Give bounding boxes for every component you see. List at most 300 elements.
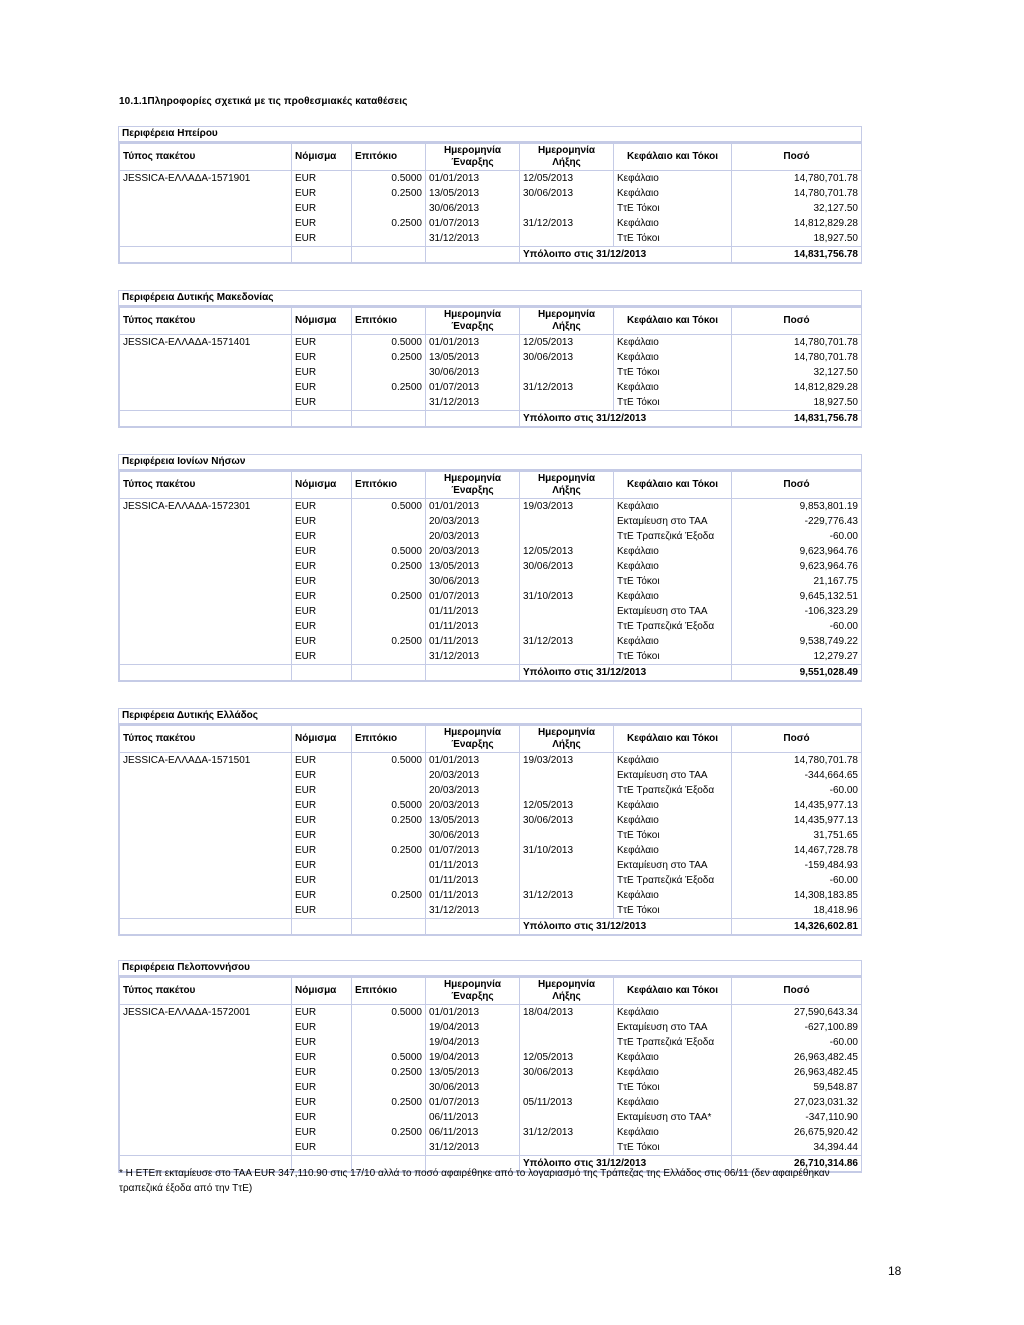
table-row — [120, 888, 862, 903]
package-type-cell: JESSICA-ΕΛΛΑΔΑ-1572001 — [120, 1005, 292, 1021]
table-row — [120, 768, 862, 783]
currency-cell: EUR — [292, 619, 352, 634]
rate-cell: 0.2500 — [352, 1095, 426, 1110]
end-date-cell — [520, 514, 614, 529]
start-date-cell: 01/07/2013 — [426, 1095, 520, 1110]
description-cell: Κεφάλαιο — [614, 843, 732, 858]
blank-cell — [352, 919, 426, 935]
table-row — [120, 574, 862, 589]
description-cell: ΤτΕ Τόκοι — [614, 574, 732, 589]
end-date-cell — [520, 1140, 614, 1156]
end-date-cell — [520, 783, 614, 798]
region-table — [118, 126, 862, 264]
package-type-cell — [120, 216, 292, 231]
header-capital-interest: Κεφάλαιο και Τόκοι — [614, 472, 732, 499]
balance-label: Υπόλοιπο στις 31/12/2013 — [520, 411, 732, 427]
description-cell: ΤτΕ Τραπεζικά Έξοδα — [614, 873, 732, 888]
package-type-cell — [120, 1110, 292, 1125]
amount-cell: -60.00 — [732, 873, 862, 888]
end-date-cell — [520, 1035, 614, 1050]
start-date-cell: 19/04/2013 — [426, 1035, 520, 1050]
start-date-cell: 13/05/2013 — [426, 350, 520, 365]
amount-cell: 27,590,643.34 — [732, 1005, 862, 1021]
description-cell: Κεφάλαιο — [614, 1005, 732, 1021]
end-date-cell: 12/05/2013 — [520, 335, 614, 351]
table-row — [120, 1125, 862, 1140]
start-date-cell: 13/05/2013 — [426, 186, 520, 201]
start-date-cell: 30/06/2013 — [426, 574, 520, 589]
start-date-cell: 30/06/2013 — [426, 365, 520, 380]
description-cell: Κεφάλαιο — [614, 753, 732, 769]
rate-cell — [352, 1035, 426, 1050]
rate-cell: 0.2500 — [352, 813, 426, 828]
description-cell: Κεφάλαιο — [614, 380, 732, 395]
description-cell: Κεφάλαιο — [614, 813, 732, 828]
end-date-cell: 12/05/2013 — [520, 171, 614, 187]
package-type-cell — [120, 798, 292, 813]
package-type-cell — [120, 201, 292, 216]
end-date-cell: 19/03/2013 — [520, 753, 614, 769]
header-package-type: Τύπος πακέτου — [120, 308, 292, 335]
package-type-cell — [120, 544, 292, 559]
rate-cell: 0.2500 — [352, 559, 426, 574]
package-type-cell — [120, 529, 292, 544]
start-date-cell: 01/11/2013 — [426, 888, 520, 903]
rate-cell — [352, 619, 426, 634]
currency-cell: EUR — [292, 544, 352, 559]
end-date-cell: 30/06/2013 — [520, 1065, 614, 1080]
start-date-cell: 31/12/2013 — [426, 903, 520, 919]
start-date-cell: 06/11/2013 — [426, 1125, 520, 1140]
currency-cell: EUR — [292, 380, 352, 395]
end-date-cell — [520, 1080, 614, 1095]
deposits-table — [119, 471, 862, 681]
table-row — [120, 589, 862, 604]
description-cell: Κεφάλαιο — [614, 171, 732, 187]
header-currency: Νόμισμα — [292, 144, 352, 171]
package-type-cell — [120, 559, 292, 574]
header-currency: Νόμισμα — [292, 472, 352, 499]
end-date-cell: 31/12/2013 — [520, 216, 614, 231]
description-cell: Κεφάλαιο — [614, 634, 732, 649]
amount-cell: 32,127.50 — [732, 201, 862, 216]
package-type-cell — [120, 783, 292, 798]
start-date-cell: 20/03/2013 — [426, 798, 520, 813]
amount-cell: 14,780,701.78 — [732, 350, 862, 365]
start-date-cell: 01/01/2013 — [426, 499, 520, 515]
currency-cell: EUR — [292, 574, 352, 589]
table-row — [120, 798, 862, 813]
package-type-cell — [120, 1050, 292, 1065]
region-title: Περιφέρεια Πελοποννήσου — [119, 961, 861, 977]
amount-cell: 27,023,031.32 — [732, 1095, 862, 1110]
region-table — [118, 454, 862, 682]
start-date-cell: 20/03/2013 — [426, 768, 520, 783]
end-date-cell: 12/05/2013 — [520, 1050, 614, 1065]
table-row — [120, 559, 862, 574]
currency-cell: EUR — [292, 843, 352, 858]
blank-cell — [426, 411, 520, 427]
table-row — [120, 604, 862, 619]
header-currency: Νόμισμα — [292, 726, 352, 753]
description-cell: Κεφάλαιο — [614, 335, 732, 351]
blank-cell — [120, 665, 292, 681]
end-date-cell: 30/06/2013 — [520, 559, 614, 574]
currency-cell: EUR — [292, 365, 352, 380]
description-cell: ΤτΕ Τόκοι — [614, 395, 732, 411]
description-cell: Κεφάλαιο — [614, 798, 732, 813]
end-date-cell: 31/10/2013 — [520, 589, 614, 604]
end-date-cell: 31/10/2013 — [520, 843, 614, 858]
description-cell: Εκταμίευση στο ΤΑΑ* — [614, 1110, 732, 1125]
table-row — [120, 1080, 862, 1095]
header-package-type: Τύπος πακέτου — [120, 726, 292, 753]
header-end-date: Ημερομηνία Λήξης — [520, 144, 614, 171]
blank-cell — [426, 247, 520, 263]
table-row — [120, 619, 862, 634]
rate-cell — [352, 1140, 426, 1156]
amount-cell: 14,308,183.85 — [732, 888, 862, 903]
header-capital-interest: Κεφάλαιο και Τόκοι — [614, 308, 732, 335]
currency-cell: EUR — [292, 634, 352, 649]
amount-cell: -106,323.29 — [732, 604, 862, 619]
end-date-cell — [520, 828, 614, 843]
balance-label: Υπόλοιπο στις 31/12/2013 — [520, 665, 732, 681]
amount-cell: -60.00 — [732, 619, 862, 634]
currency-cell: EUR — [292, 1005, 352, 1021]
rate-cell: 0.2500 — [352, 888, 426, 903]
blank-cell — [292, 411, 352, 427]
header-row — [120, 472, 862, 499]
rate-cell — [352, 858, 426, 873]
table-row — [120, 335, 862, 351]
blank-cell — [292, 919, 352, 935]
region-table — [118, 960, 862, 1173]
currency-cell: EUR — [292, 1020, 352, 1035]
package-type-cell — [120, 768, 292, 783]
header-amount: Ποσό — [732, 472, 862, 499]
package-type-cell — [120, 843, 292, 858]
end-date-cell — [520, 201, 614, 216]
balance-row — [120, 665, 862, 681]
header-amount: Ποσό — [732, 726, 862, 753]
header-rate: Επιτόκιο — [352, 726, 426, 753]
rate-cell: 0.5000 — [352, 335, 426, 351]
header-start-date: Ημερομηνία Έναρξης — [426, 144, 520, 171]
header-row — [120, 978, 862, 1005]
start-date-cell: 19/04/2013 — [426, 1050, 520, 1065]
start-date-cell: 01/11/2013 — [426, 634, 520, 649]
description-cell: ΤτΕ Τραπεζικά Έξοδα — [614, 529, 732, 544]
currency-cell: EUR — [292, 783, 352, 798]
description-cell: Κεφάλαιο — [614, 350, 732, 365]
package-type-cell — [120, 1140, 292, 1156]
end-date-cell — [520, 649, 614, 665]
currency-cell: EUR — [292, 1110, 352, 1125]
balance-label: Υπόλοιπο στις 31/12/2013 — [520, 247, 732, 263]
end-date-cell — [520, 604, 614, 619]
end-date-cell — [520, 231, 614, 247]
start-date-cell: 01/11/2013 — [426, 858, 520, 873]
region-title: Περιφέρεια Δυτικής Ελλάδος — [119, 709, 861, 725]
end-date-cell: 05/11/2013 — [520, 1095, 614, 1110]
header-rate: Επιτόκιο — [352, 308, 426, 335]
table-row — [120, 365, 862, 380]
amount-cell: 14,780,701.78 — [732, 186, 862, 201]
description-cell: Κεφάλαιο — [614, 216, 732, 231]
blank-cell — [426, 665, 520, 681]
header-package-type: Τύπος πακέτου — [120, 472, 292, 499]
currency-cell: EUR — [292, 350, 352, 365]
currency-cell: EUR — [292, 499, 352, 515]
currency-cell: EUR — [292, 201, 352, 216]
start-date-cell: 01/07/2013 — [426, 216, 520, 231]
currency-cell: EUR — [292, 216, 352, 231]
currency-cell: EUR — [292, 1095, 352, 1110]
table-row — [120, 1020, 862, 1035]
amount-cell: -229,776.43 — [732, 514, 862, 529]
end-date-cell: 31/12/2013 — [520, 888, 614, 903]
amount-cell: 14,467,728.78 — [732, 843, 862, 858]
table-row — [120, 858, 862, 873]
header-currency: Νόμισμα — [292, 978, 352, 1005]
table-row — [120, 231, 862, 247]
currency-cell: EUR — [292, 559, 352, 574]
package-type-cell — [120, 380, 292, 395]
blank-cell — [120, 411, 292, 427]
rate-cell — [352, 604, 426, 619]
amount-cell: 26,963,482.45 — [732, 1065, 862, 1080]
end-date-cell — [520, 365, 614, 380]
region-table — [118, 290, 862, 428]
header-row — [120, 726, 862, 753]
package-type-cell — [120, 813, 292, 828]
currency-cell: EUR — [292, 828, 352, 843]
description-cell: Εκταμίευση στο ΤΑΑ — [614, 604, 732, 619]
header-start-date: Ημερομηνία Έναρξης — [426, 726, 520, 753]
table-row — [120, 1095, 862, 1110]
header-end-date: Ημερομηνία Λήξης — [520, 726, 614, 753]
currency-cell: EUR — [292, 186, 352, 201]
end-date-cell: 18/04/2013 — [520, 1005, 614, 1021]
table-row — [120, 1050, 862, 1065]
start-date-cell: 30/06/2013 — [426, 1080, 520, 1095]
package-type-cell — [120, 231, 292, 247]
currency-cell: EUR — [292, 649, 352, 665]
currency-cell: EUR — [292, 753, 352, 769]
description-cell: ΤτΕ Τόκοι — [614, 649, 732, 665]
description-cell: Κεφάλαιο — [614, 1050, 732, 1065]
header-start-date: Ημερομηνία Έναρξης — [426, 472, 520, 499]
package-type-cell — [120, 574, 292, 589]
currency-cell: EUR — [292, 1140, 352, 1156]
description-cell: Κεφάλαιο — [614, 1065, 732, 1080]
currency-cell: EUR — [292, 873, 352, 888]
header-rate: Επιτόκιο — [352, 978, 426, 1005]
page-title: 10.1.1Πληροφορίες σχετικά με τις προθεσμιακές καταθέσεις — [119, 96, 408, 107]
amount-cell: 9,645,132.51 — [732, 589, 862, 604]
package-type-cell — [120, 395, 292, 411]
blank-cell — [120, 919, 292, 935]
amount-cell: 59,548.87 — [732, 1080, 862, 1095]
start-date-cell: 06/11/2013 — [426, 1110, 520, 1125]
currency-cell: EUR — [292, 1050, 352, 1065]
start-date-cell: 31/12/2013 — [426, 1140, 520, 1156]
header-rate: Επιτόκιο — [352, 472, 426, 499]
currency-cell: EUR — [292, 395, 352, 411]
amount-cell: 14,780,701.78 — [732, 335, 862, 351]
rate-cell: 0.2500 — [352, 1065, 426, 1080]
package-type-cell — [120, 604, 292, 619]
table-row — [120, 201, 862, 216]
balance-label: Υπόλοιπο στις 31/12/2013 — [520, 919, 732, 935]
amount-cell: -344,664.65 — [732, 768, 862, 783]
rate-cell — [352, 903, 426, 919]
package-type-cell — [120, 1020, 292, 1035]
amount-cell: 21,167.75 — [732, 574, 862, 589]
description-cell: ΤτΕ Τόκοι — [614, 231, 732, 247]
amount-cell: -627,100.89 — [732, 1020, 862, 1035]
table-row — [120, 395, 862, 411]
rate-cell — [352, 231, 426, 247]
package-type-cell — [120, 186, 292, 201]
start-date-cell: 01/01/2013 — [426, 753, 520, 769]
rate-cell — [352, 529, 426, 544]
rate-cell: 0.5000 — [352, 171, 426, 187]
amount-cell: 26,675,920.42 — [732, 1125, 862, 1140]
end-date-cell — [520, 873, 614, 888]
deposits-table — [119, 307, 862, 427]
rate-cell — [352, 514, 426, 529]
rate-cell: 0.2500 — [352, 350, 426, 365]
description-cell: Εκταμίευση στο ΤΑΑ — [614, 514, 732, 529]
currency-cell: EUR — [292, 798, 352, 813]
blank-cell — [352, 411, 426, 427]
start-date-cell: 01/07/2013 — [426, 843, 520, 858]
end-date-cell: 30/06/2013 — [520, 186, 614, 201]
blank-cell — [426, 919, 520, 935]
package-type-cell — [120, 828, 292, 843]
table-row — [120, 813, 862, 828]
table-row — [120, 873, 862, 888]
start-date-cell: 20/03/2013 — [426, 544, 520, 559]
rate-cell: 0.5000 — [352, 798, 426, 813]
package-type-cell — [120, 589, 292, 604]
start-date-cell: 20/03/2013 — [426, 783, 520, 798]
table-row — [120, 544, 862, 559]
amount-cell: 18,927.50 — [732, 395, 862, 411]
header-amount: Ποσό — [732, 144, 862, 171]
amount-cell: 14,812,829.28 — [732, 380, 862, 395]
table-row — [120, 171, 862, 187]
table-row — [120, 903, 862, 919]
header-package-type: Τύπος πακέτου — [120, 978, 292, 1005]
header-package-type: Τύπος πακέτου — [120, 144, 292, 171]
package-type-cell — [120, 1065, 292, 1080]
amount-cell: -60.00 — [732, 783, 862, 798]
package-type-cell — [120, 858, 292, 873]
start-date-cell: 01/01/2013 — [426, 171, 520, 187]
description-cell: Κεφάλαιο — [614, 186, 732, 201]
balance-row — [120, 411, 862, 427]
table-row — [120, 1035, 862, 1050]
rate-cell: 0.5000 — [352, 1050, 426, 1065]
start-date-cell: 13/05/2013 — [426, 559, 520, 574]
end-date-cell — [520, 395, 614, 411]
amount-cell: 9,623,964.76 — [732, 544, 862, 559]
balance-row — [120, 247, 862, 263]
end-date-cell — [520, 574, 614, 589]
currency-cell: EUR — [292, 1080, 352, 1095]
table-row — [120, 514, 862, 529]
start-date-cell: 31/12/2013 — [426, 649, 520, 665]
start-date-cell: 20/03/2013 — [426, 529, 520, 544]
amount-cell: 14,780,701.78 — [732, 171, 862, 187]
end-date-cell: 12/05/2013 — [520, 544, 614, 559]
amount-cell: 26,963,482.45 — [732, 1050, 862, 1065]
amount-cell: 18,927.50 — [732, 231, 862, 247]
deposits-table — [119, 143, 862, 263]
package-type-cell — [120, 649, 292, 665]
start-date-cell: 01/11/2013 — [426, 619, 520, 634]
description-cell: Εκταμίευση στο ΤΑΑ — [614, 768, 732, 783]
currency-cell: EUR — [292, 903, 352, 919]
region-table — [118, 708, 862, 936]
rate-cell — [352, 873, 426, 888]
table-row — [120, 843, 862, 858]
amount-cell: 9,538,749.22 — [732, 634, 862, 649]
header-amount: Ποσό — [732, 308, 862, 335]
package-type-cell: JESSICA-ΕΛΛΑΔΑ-1571501 — [120, 753, 292, 769]
start-date-cell: 30/06/2013 — [426, 828, 520, 843]
balance-value: 26,710,314.86 — [732, 1156, 862, 1172]
balance-row — [120, 919, 862, 935]
amount-cell: 34,394.44 — [732, 1140, 862, 1156]
header-currency: Νόμισμα — [292, 308, 352, 335]
package-type-cell: JESSICA-ΕΛΛΑΔΑ-1571901 — [120, 171, 292, 187]
rate-cell: 0.2500 — [352, 589, 426, 604]
start-date-cell: 31/12/2013 — [426, 395, 520, 411]
description-cell: ΤτΕ Τόκοι — [614, 201, 732, 216]
end-date-cell: 30/06/2013 — [520, 350, 614, 365]
currency-cell: EUR — [292, 1125, 352, 1140]
start-date-cell: 01/07/2013 — [426, 380, 520, 395]
amount-cell: 32,127.50 — [732, 365, 862, 380]
description-cell: ΤτΕ Τόκοι — [614, 1140, 732, 1156]
region-title: Περιφέρεια Ιονίων Νήσων — [119, 455, 861, 471]
currency-cell: EUR — [292, 231, 352, 247]
currency-cell: EUR — [292, 1065, 352, 1080]
end-date-cell: 30/06/2013 — [520, 813, 614, 828]
amount-cell: 14,435,977.13 — [732, 813, 862, 828]
package-type-cell — [120, 1125, 292, 1140]
currency-cell: EUR — [292, 529, 352, 544]
package-type-cell — [120, 350, 292, 365]
start-date-cell: 01/07/2013 — [426, 589, 520, 604]
rate-cell — [352, 365, 426, 380]
package-type-cell — [120, 1095, 292, 1110]
start-date-cell: 30/06/2013 — [426, 201, 520, 216]
rate-cell: 0.5000 — [352, 1005, 426, 1021]
end-date-cell — [520, 903, 614, 919]
description-cell: Κεφάλαιο — [614, 1095, 732, 1110]
package-type-cell: JESSICA-ΕΛΛΑΔΑ-1571401 — [120, 335, 292, 351]
end-date-cell — [520, 858, 614, 873]
table-row — [120, 216, 862, 231]
rate-cell: 0.2500 — [352, 380, 426, 395]
package-type-cell — [120, 634, 292, 649]
package-type-cell — [120, 514, 292, 529]
